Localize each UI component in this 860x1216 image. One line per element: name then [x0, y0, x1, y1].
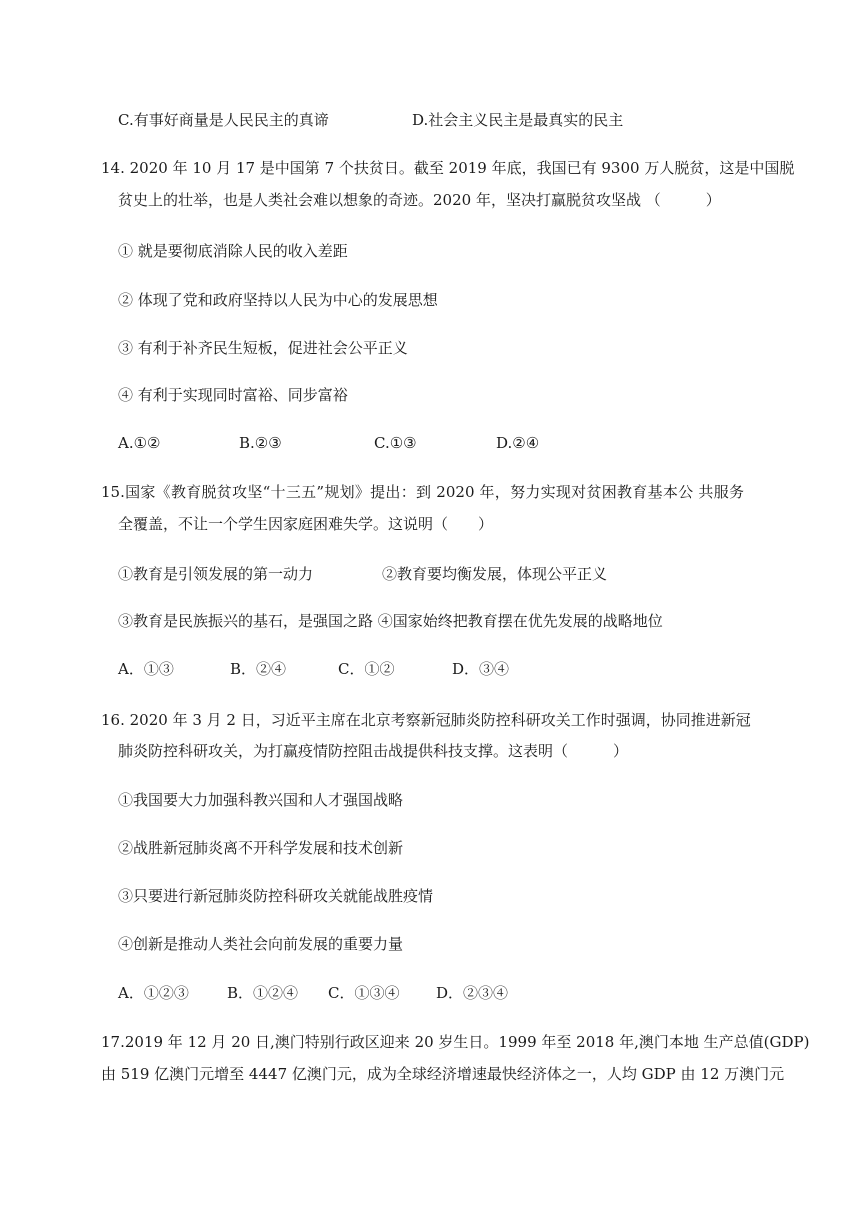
q16-option-a: A．①②③ — [118, 984, 189, 1002]
q15-option-a: A．①③ — [118, 660, 174, 678]
q16-statement-4: ④创新是推动人类社会向前发展的重要力量 — [118, 935, 404, 953]
q14-statement-4: ④ 有利于实现同时富裕、同步富裕 — [118, 386, 348, 404]
q13-option-c: C.有事好商量是人民民主的真谛 — [118, 111, 329, 129]
q16-stem-line-1: 16. 2020 年 3 月 2 日，习近平主席在北京考察新冠肺炎防控科研攻关工作时强调，协同推进新冠 — [101, 711, 751, 729]
q15-option-b: B．②④ — [230, 660, 287, 678]
q15-stem-line-2: 全覆盖，不让一个学生因家庭困难失学。这说明（ ） — [118, 515, 494, 533]
q14-option-d: D.②④ — [496, 434, 540, 452]
q13-option-d: D.社会主义民主是最真实的民主 — [412, 111, 624, 129]
q16-option-b: B．①②④ — [227, 984, 299, 1002]
q15-stem-line-1: 15.国家《教育脱贫攻坚“十三五”规划》提出：到 2020 年，努力实现对贫困教育基本公 共服务 — [101, 483, 744, 501]
q14-stem-line-1: 14. 2020 年 10 月 17 是中国第 7 个扶贫日。截至 2019 年底，我国已有 9300 万人脱贫，这是中国脱 — [101, 159, 795, 177]
q15-statements-row-2: ③教育是民族振兴的基石，是强国之路 ④国家始终把教育摆在优先发展的战略地位 — [118, 612, 663, 630]
q14-statement-3: ③ 有利于补齐民生短板，促进社会公平正义 — [118, 339, 408, 357]
q14-statement-1: ① 就是要彻底消除人民的收入差距 — [118, 242, 348, 260]
q16-statement-2: ②战胜新冠肺炎离不开科学发展和技术创新 — [118, 839, 404, 857]
q17-stem-line-1: 17.2019 年 12 月 20 日,澳门特别行政区迎来 20 岁生日。1999 年至 2018 年,澳门本地 生产总值(GDP) — [101, 1033, 810, 1051]
q16-stem-line-2: 肺炎防控科研攻关，为打赢疫情防控阻击战提供科技支撑。这表明（ ） — [118, 742, 629, 760]
q14-stem-line-2: 贫史上的壮举，也是人类社会难以想象的奇迹。2020 年，坚决打赢脱贫攻坚战 （ ） — [118, 191, 721, 209]
q15-statement-1: ①教育是引领发展的第一动力 — [118, 565, 314, 583]
q16-statement-3: ③只要进行新冠肺炎防控科研攻关就能战胜疫情 — [118, 887, 434, 905]
q15-option-d: D．③④ — [452, 660, 510, 678]
q14-option-a: A.①② — [118, 434, 161, 452]
q16-option-c: C．①③④ — [328, 984, 400, 1002]
q14-statement-2: ② 体现了党和政府坚持以人民为中心的发展思想 — [118, 291, 438, 309]
q14-option-c: C.①③ — [374, 434, 417, 452]
q15-option-c: C．①② — [338, 660, 395, 678]
q17-stem-line-2: 由 519 亿澳门元增至 4447 亿澳门元，成为全球经济增速最快经济体之一，人均 GDP 由 12 万澳门元 — [101, 1065, 785, 1083]
q14-option-b: B.②③ — [239, 434, 282, 452]
q16-option-d: D．②③④ — [436, 984, 509, 1002]
q16-statement-1: ①我国要大力加强科教兴国和人才强国战略 — [118, 791, 404, 809]
q15-statement-2: ②教育要均衡发展，体现公平正义 — [382, 565, 608, 583]
